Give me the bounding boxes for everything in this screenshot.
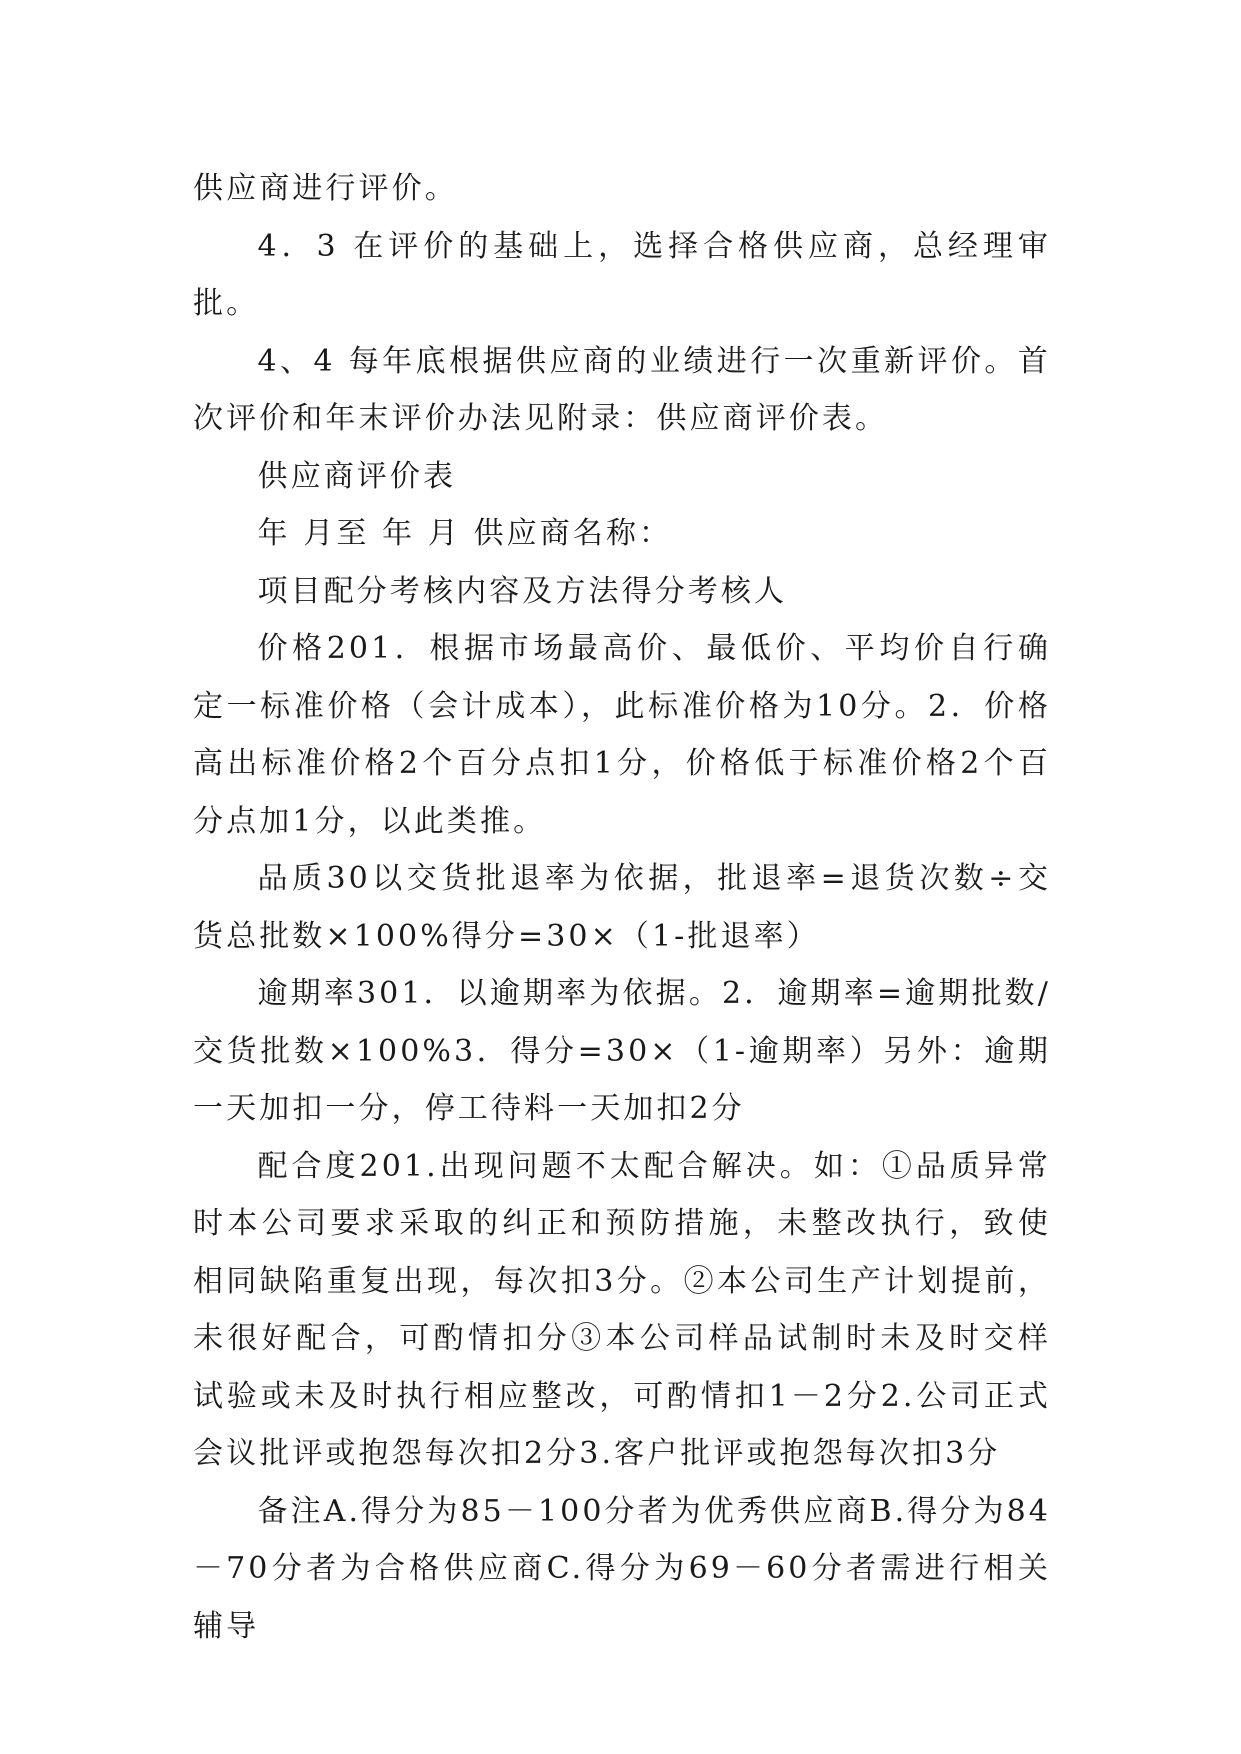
paragraph-remarks: 备注A.得分为85－100分者为优秀供应商B.得分为84－70分者为合格供应商C.得分为69－60分者需进行相关辅导	[193, 1493, 1051, 1644]
form-header-line: 项目配分考核内容及方法得分考核人	[257, 573, 788, 609]
paragraph-quality: 品质30以交货批退率为依据，批退率=退货次数÷交货总批数×100%得分=30×（1-批退率）	[193, 861, 1051, 954]
paragraph-cooperation: 配合度201.出现问题不太配合解决。如：①品质异常时本公司要求采取的纠正和预防措施，未整改执行，致使相同缺陷重复出现，每次扣3分。②本公司生产计划提前，未很好配合，可酌情扣分③本公司样品试制时未及时交样试验或未及时执行相应整改，可酌情扣1－2分2.公司正式会议批评或抱怨每次扣2分3.客户批评或抱怨每次扣3分	[193, 1148, 1051, 1471]
paragraph-overdue-rate: 逾期率301．以逾期率为依据。2．逾期率=逾期批数/交货批数×100%3．得分=30×（1-逾期率）另外：逾期一天加扣一分，停工待料一天加扣2分	[193, 976, 1051, 1126]
form-title: 供应商评价表	[257, 458, 457, 494]
paragraph-price: 价格201．根据市场最高价、最低价、平均价自行确定一标准价格（会计成本），此标准价格为10分。2．价格高出标准价格2个百分点扣1分，价格低于标准价格2个百分点加1分，以此类推。	[193, 631, 1051, 839]
paragraph-section-4-3: 4．3 在评价的基础上，选择合格供应商，总经理审批。	[193, 228, 1051, 321]
paragraph-section-4-4: 4、4 每年底根据供应商的业绩进行一次重新评价。首次评价和年末评价办法见附录：供应商评价表。	[193, 343, 1051, 436]
body-text	[193, 160, 1051, 1655]
form-period-line: 年 月至 年 月 供应商名称：	[257, 516, 673, 551]
paragraph-continuation: 供应商进行评价。	[193, 171, 458, 206]
